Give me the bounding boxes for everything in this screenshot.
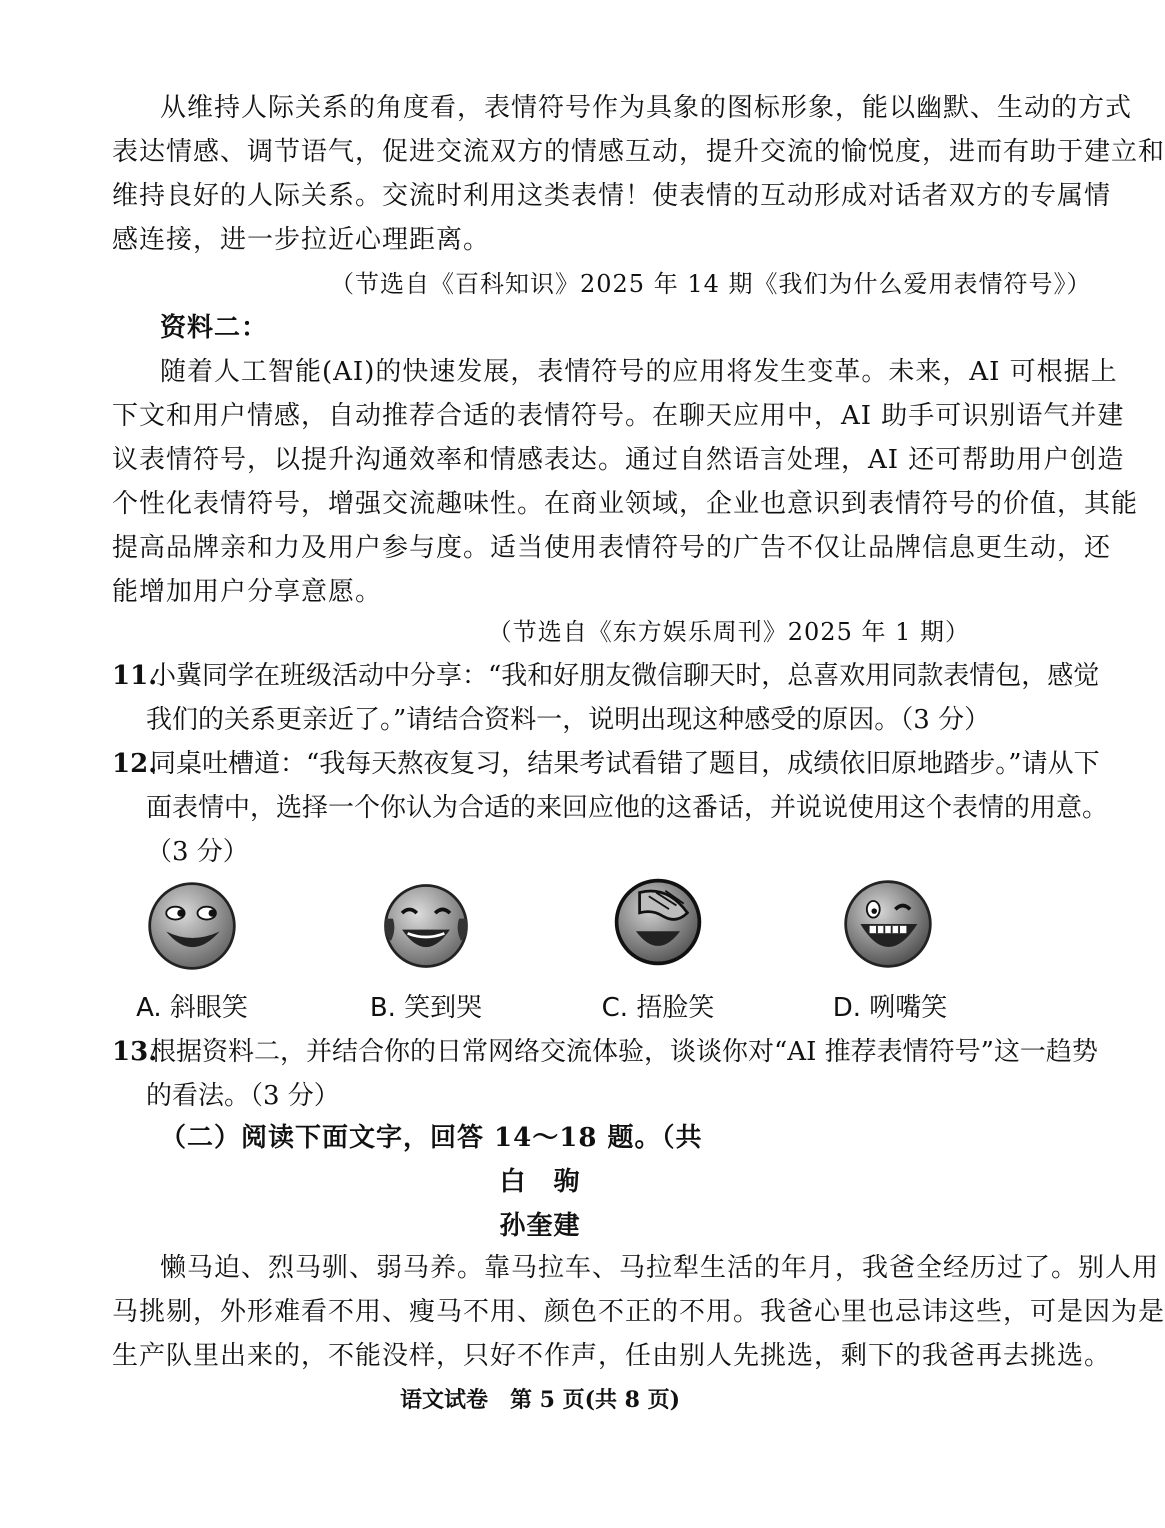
- question-11-number: 11.: [112, 661, 158, 691]
- story-line: 懒马迫、烈马驯、弱马养。靠马拉车、马拉犁生活的年月，我爸全经历过了。别人用: [160, 1253, 1160, 1283]
- story-line: 马挑剔，外形难看不用、瘦马不用、颜色不正的不用。我爸心里也忌讳这些，可是因为是: [112, 1297, 1165, 1327]
- facepalm-smile-icon: [612, 876, 704, 968]
- story-line: 生产队里出来的，不能没样，只好不作声，任由别人先挑选，剩下的我爸再去挑选。: [112, 1341, 1112, 1371]
- passage1-line: 表达情感、调节语气，促进交流双方的情感互动，提升交流的愉悦度，进而有助于建立和: [112, 137, 1165, 167]
- grin-icon: [842, 878, 934, 970]
- material2-line: 下文和用户情感，自动推荐合适的表情符号。在聊天应用中，AI 助手可识别语气并建: [112, 401, 1125, 431]
- story-author: 孙奎建: [499, 1211, 581, 1241]
- story-title: 白 驹: [499, 1167, 581, 1197]
- question-12-text: 同桌吐槽道：“我每天熬夜复习，结果考试看错了题目，成绩依旧原地踏步。”请从下: [150, 749, 1100, 779]
- question-11-text: 我们的关系更亲近了。”请结合资料一，说明出现这种感受的原因。（3 分）: [146, 705, 991, 735]
- question-13-text: 根据资料二，并结合你的日常网络交流体验，谈谈你对“AI 推荐表情符号”这一趋势: [150, 1037, 1098, 1067]
- passage1-line: 感连接，进一步拉近心理距离。: [112, 225, 491, 255]
- question-13-text: 的看法。（3 分）: [146, 1081, 340, 1111]
- material2-line: 个性化表情符号，增强交流趣味性。在商业领域，企业也意识到表情符号的价值，其能: [112, 489, 1139, 519]
- option-b-label: B. 笑到哭: [369, 993, 483, 1023]
- side-eye-smile-icon: [146, 880, 238, 972]
- material2-line: 议表情符号，以提升沟通效率和情感表达。通过自然语言处理，AI 还可帮助用户创造: [112, 445, 1125, 475]
- material2-line: 随着人工智能(AI)的快速发展，表情符号的应用将发生变革。未来，AI 可根据上: [160, 357, 1118, 387]
- passage1-line: 维持良好的人际关系。交流时利用这类表情！使表情的互动形成对话者双方的专属情: [112, 181, 1112, 211]
- material2-heading: 资料二：: [160, 313, 269, 343]
- question-13-number: 13.: [112, 1037, 158, 1067]
- question-12-number: 12.: [112, 749, 158, 779]
- question-12-text: （3 分）: [146, 837, 249, 867]
- passage1-source: （节选自《百科知识》2025 年 14 期《我们为什么爱用表情符号》）: [330, 270, 1092, 298]
- material2-line: 提高品牌亲和力及用户参与度。适当使用表情符号的广告不仅让品牌信息更生动，还: [112, 533, 1112, 563]
- question-11-text: 小冀同学在班级活动中分享：“我和好朋友微信聊天时，总喜欢用同款表情包，感觉: [150, 661, 1100, 691]
- option-c-label: C. 捂脸笑: [601, 993, 715, 1023]
- tears-of-joy-icon: [380, 880, 472, 972]
- passage1-line: 从维持人际关系的角度看，表情符号作为具象的图标形象，能以幽默、生动的方式: [160, 93, 1133, 123]
- option-d-label: D. 咧嘴笑: [832, 993, 948, 1023]
- section2-heading: （二）阅读下面文字，回答 14～18 题。（共: [160, 1123, 703, 1153]
- material2-source: （节选自《东方娱乐周刊》2025 年 1 期）: [487, 618, 970, 646]
- question-12-text: 面表情中，选择一个你认为合适的来回应他的这番话，并说说使用这个表情的用意。: [146, 793, 1109, 823]
- material2-line: 能增加用户分享意愿。: [112, 577, 383, 607]
- option-a-label: A. 斜眼笑: [136, 993, 248, 1023]
- page-footer: 语文试卷 第 5 页(共 8 页): [399, 1387, 681, 1413]
